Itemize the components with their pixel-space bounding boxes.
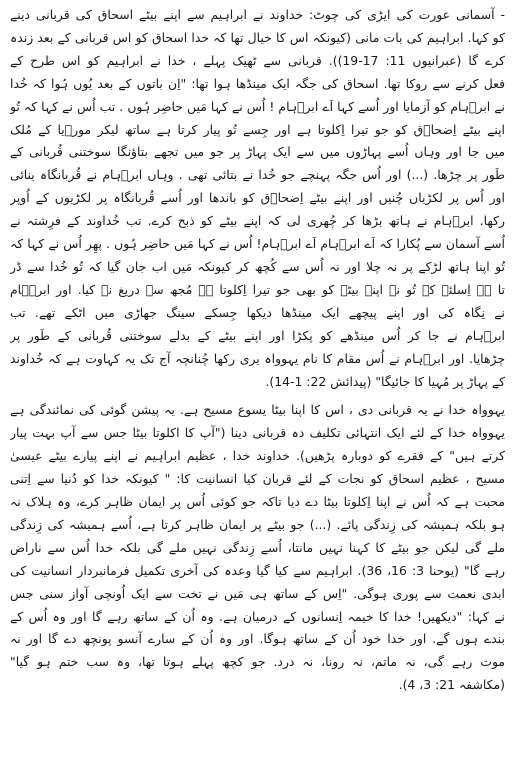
text-line: محبت ہے کہ اُس نے اپنا اِکلوتا بیٹا دے دیا تاکہ جو کوئی اُس پر ایمان ظاہر کرے، وہ ہلاک نہ [10,494,505,510]
text-line: تا ہے اِسلئے کہ تُو نے اپنے بیٹے کو بھی جو تیرا اِکلوتا ہے مُجھ سے دریغ نہ کیا. اور ابرؔہام [10,281,505,297]
text-line: رکھا. ابرؔہام نے ہاتھ بڑھا کر چُھری لی کہ اپنے بیٹے کو ذبح کرے. تب خُداوند کے فرِشتہ نے [10,213,505,229]
text-line: کرے گا (عبرانیوں 11: 17-19)). قربانی سے ٹھیک پہلے ، خدا نے ابراہیم کو اس طرح کے [10,52,505,68]
text-line: نے نِگاہ کی اور اپنے پیچھے ایک مینڈھا دیکھا جِسکے سینگ جھاڑی میں اٹکے تھے. تب [10,304,505,320]
text-line: کرتے ہیں" کے فقرے کو دوبارہ پڑھیں). خداوند خدا ، عظیم ابراہیم نے اپنے پیارے بیٹے عیسیٰ [10,448,505,464]
text-line: اُسے آسمان سے پُکارا کہ اَے ابرؔہام اَے ابرؔہام! اُس نے کہا مَیں حاضِر ہُوں . پھِر اُس نے کہا کہ [10,236,505,252]
text-line: موت رہے گی، نہ ماتم، نہ رونا، نہ درد. جو کچھ پہلے ہوتا تھا، وہ سب ختم ہو گیا" [10,654,505,670]
text-line: - آسمانی عورت کی ایڑی کی چوٹ: خداوند نے ابراہیم سے اپنے بیٹے اسحاق کی قربانی دینے [10,7,505,22]
text-line: ملے گی لیکن جو بیٹے کا کہنا نہیں مانتا، اُسے زِندگی نہیں ملے گی بلکہ خدا اُس سے ناراض [10,539,505,555]
text-line: کے پہاڑ پر مُہیا کا جائیگا" (پیدائش 22: 1-14). [265,373,505,389]
text-line: یہوواہ خدا کے لئے ایک انتہائی تکلیف دہ قربانی دینا ("آپ کا اکلوتا بیٹا جس سے آپ بہت پیار [10,425,505,441]
text-line: چڑھایا. اور ابرؔہام نے اُس مقام کا نام یہوواہ یری رکھا چُنانچہ آج تک یہ کہاوت ہے کہ خُداوند [10,350,505,366]
text-line: اور اُس پر لکڑیاں چُنیں اور اپنے بیٹے اِضحاؔق کو باندھا اور اُسے قُربانگاہ پر لکڑیوں کے اُوپر [10,190,505,206]
text-line: طَور پر چڑھا. (...) اور اُس جگہ پہنچے جو خُدا نے بتائی تھی . وہاں ابرؔہام نے قُربانگاہ بنائی [10,167,505,183]
text-line: مسیح ، عظیم اسحاق کو نجات کے لئے قربان کیا انسانیت کا: " کیونکہ خدا کو دُنیا سے اِتنی [10,471,505,487]
text-line: میں جا اور وہاں اُسے پہاڑوں میں سے ایک پہاڑ پر جو میں تجھے بتاؤنگا سوختنی قُربانی کے [10,144,505,160]
text-line: نے ابرؔہام کو آزمایا اور اُسے کہا اَے ابرؔہام ! اُس نے کہا مَیں حاضِر ہُوں . تب اُس نے کہا کہ تُو [10,98,505,114]
text-line: کو کہا. ابراہیم کی بات مانی (کیونکہ اس کا خیال تھا کہ خدا اسحاق کو اس قربانی کے بعد زندہ [10,29,505,45]
text-line: رہے گا" (یوحنا 3: 16، 36). ابراہیم سے کیا گیا وعدہ کی آخری تکمیل فرمانبردار انسانیت کی [10,562,505,578]
text-line: ہو بلکہ ہمیشہ کی زِندگی پائے. (...) جو بیٹے پر ایمان ظاہر کرتا ہے، اُسے ہمیشہ کی زِندگی [10,516,505,532]
paragraph-abraham-isaac [10,4,505,393]
text-line: اپنے بیٹے اِضحاؔق کو جو تیرا اِکلوتا ہے اور جِسے تُو پیار کرتا ہے ساتھ لیکر مورؔیا کے مُلک [10,121,505,137]
text-line: بندے ہوں گے. اور خدا خود اُن کے ساتھ ہوگا. اور وہ اُن کے سارے آنسو پونچھ دے گا اور نہ [10,631,505,647]
text-line: یہوواہ خدا نے یہ قربانی دی ، اس کا اپنا بیٹا یسوع مسیح ہے. یہ پیشن گوئی کی نمائندگی ہے [10,402,505,418]
text-line: ابرؔہام نے جا کر اُس مینڈھے کو پکڑا اور اپنے بیٹے کے بدلے سوختنی قُربانی کے طَور پر [10,327,505,343]
text-line: فعل کرنے سے روکا تھا. اسحاق کی جگہ ایک مینڈھا ہوا تھا: "اِن باتوں کے بعد یُوں ہُوا کہ خُدا [10,75,505,91]
text-line: نے کہا: "دیکھیں! خدا کا خیمہ اِنسانوں کے درمیان ہے. وہ اُن کے ساتھ رہے گا اور وہ اُس کے [10,608,505,624]
paragraph-sacrifice-fulfillment [10,399,505,697]
text-line: ابدی نعمت سے پوری ہوگی. "اِس کے ساتھ ہی مَیں نے تخت سے ایک اُونچی آواز سنی جس [10,585,505,601]
text-line: (مکاشفہ 21: 3، 4). [398,677,505,693]
text-line: تُو اپنا ہاتھ لڑکے پر نہ چلا اور نہ اُس سے کُچھ کر کیونکہ مَیں اب جان گیا کہ تُو خُدا سے ڈر [10,258,505,274]
